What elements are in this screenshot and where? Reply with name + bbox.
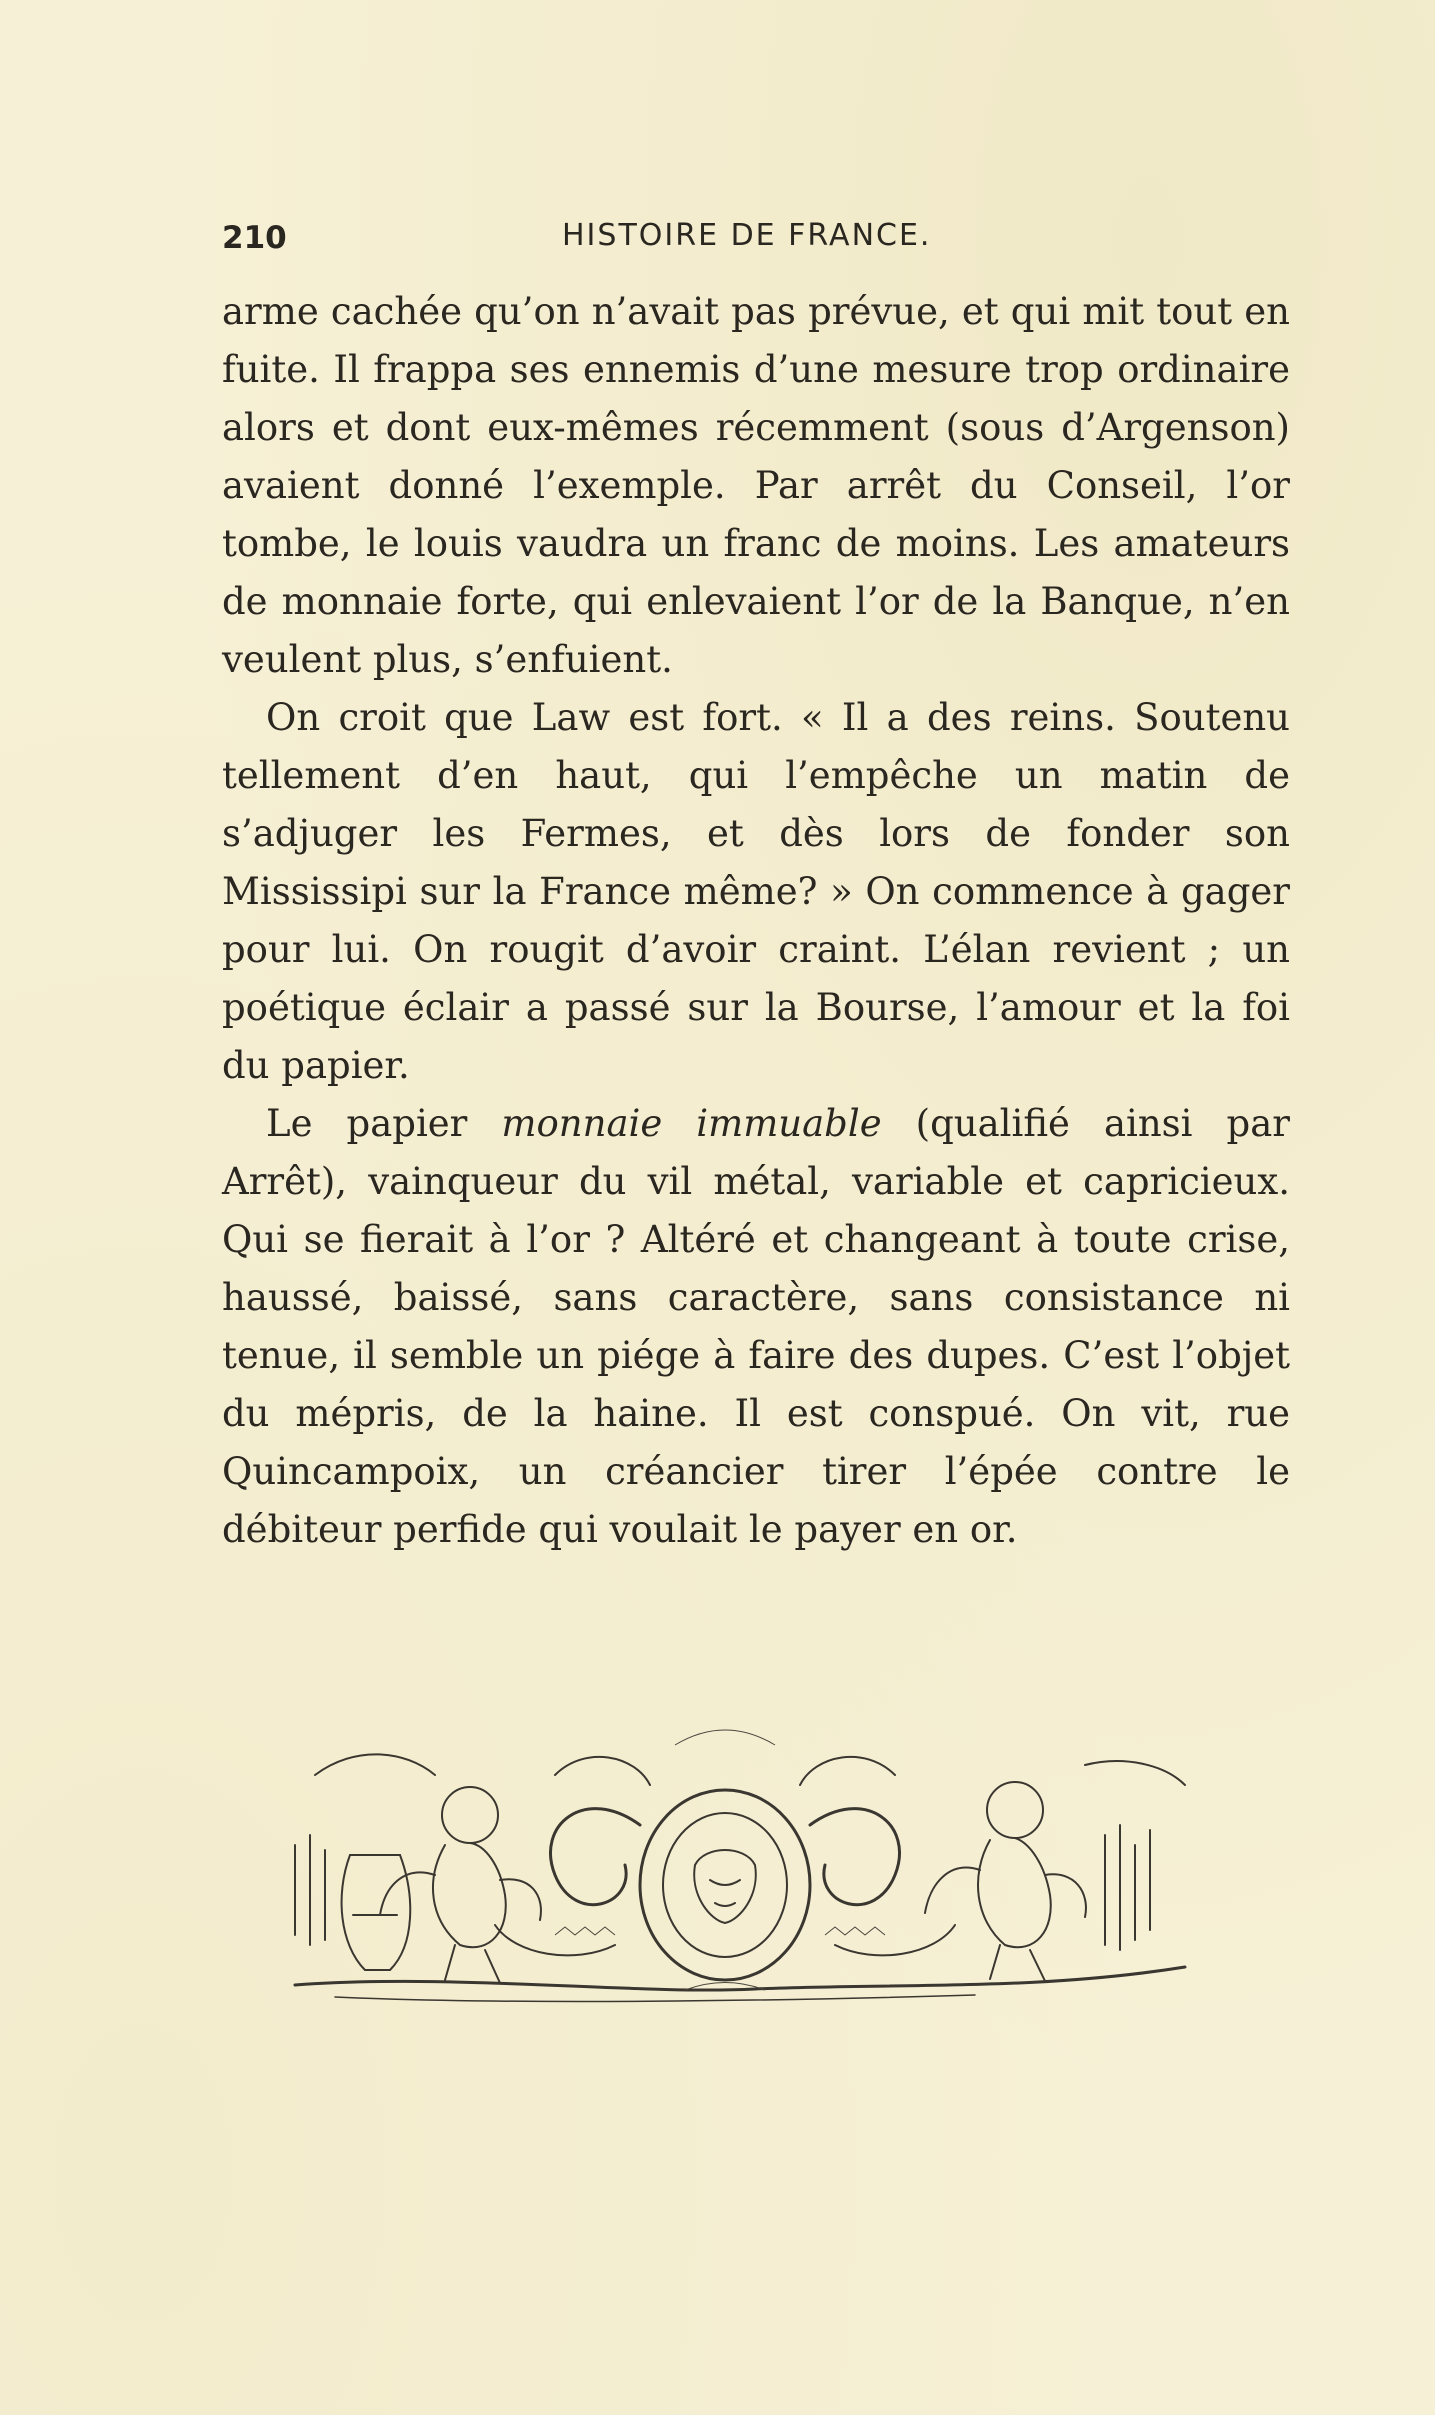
body-text [222,283,1290,1559]
paragraph-3-text-end: (qualifié ainsi par Arrêt), vainqueur du vil métal, variable et capricieux. Qui se fierait à l’or ? Altéré et changeant à toute crise, haussé, baissé, sans caractère, sans consistance ni tenue, il semble un piége à faire des dupes. C’est l’objet du mépris, de la haine. Il est conspué. On vit, rue Quincampoix, un créancier tirer l’épée contre le débiteur perfide qui voulait le payer en or. [222,1102,1290,1551]
paragraph-3-text-start: Le papier [266,1102,502,1145]
page-number: 210 [222,220,287,256]
paragraph-2-text: On croit que Law est fort. « Il a des reins. Soutenu tellement d’en haut, qui l’empêche un matin de s’adjuger les Fermes, et dès lors de fonder son Mississipi sur la France même? » On commence à gager pour lui. On rougit d’avoir craint. L’élan revient ; un poétique éclair a passé sur la Bourse, l’amour et la foi du papier. [222,696,1290,1087]
italic-phrase: monnaie immuable [501,1102,882,1145]
running-title: HISTOIRE DE FRANCE. [562,218,932,253]
paragraph-1 [222,283,1290,689]
paragraph-1-text: arme cachée qu’on n’avait pas prévue, et qui mit tout en fuite. Il frappa ses ennemis d’une mesure trop ordinaire alors et dont eux-mêmes récemment (sous d’Argenson) avaient donné l’exemple. Par arrêt du Conseil, l’or tombe, le louis vaudra un franc de moins. Les amateurs de monnaie forte, qui enlevaient l’or de la Banque, n’en veulent plus, s’enfuient. [222,290,1290,681]
running-head [222,212,1288,262]
paragraph-2 [222,689,1290,1095]
paragraph-3 [222,1095,1290,1559]
engraved-tailpiece-ornament [255,1705,1230,2010]
